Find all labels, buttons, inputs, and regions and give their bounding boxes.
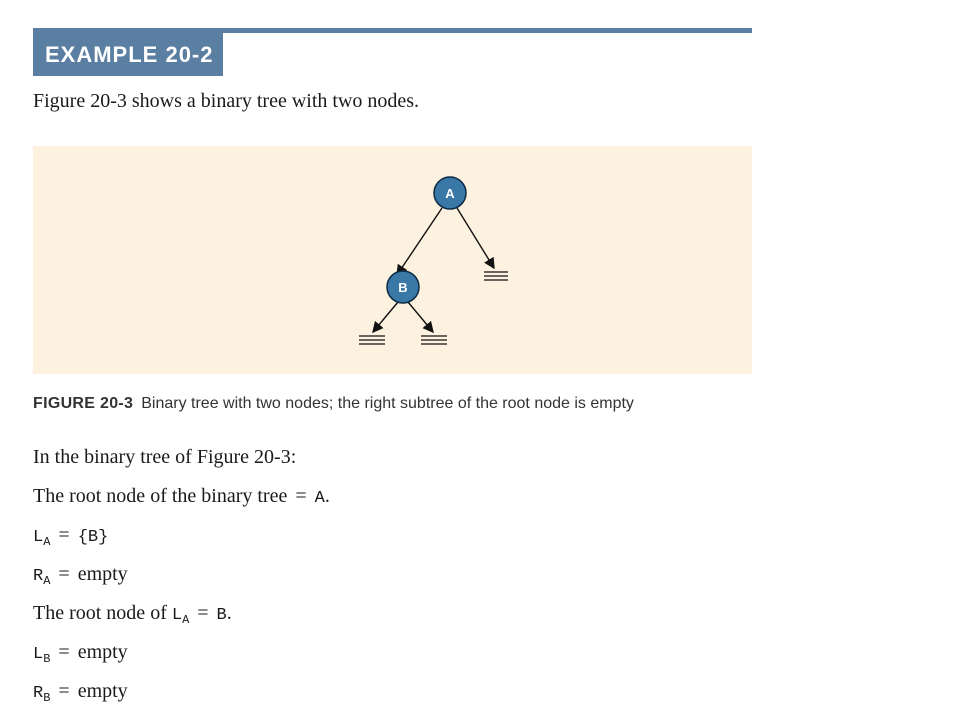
body-line-3	[33, 524, 108, 547]
binary-tree-diagram	[33, 146, 752, 374]
line2-prefix: The root node of the binary tree	[33, 485, 288, 507]
line2-equals: =	[295, 485, 307, 507]
line3-equals: =	[58, 524, 70, 546]
body-line-2	[33, 485, 330, 508]
line5-value: B	[216, 606, 227, 625]
figure-panel	[33, 146, 752, 374]
line4-sub: A	[43, 574, 51, 588]
line3-value: {B}	[77, 528, 109, 547]
line6-equals: =	[58, 641, 70, 663]
tree-node-a	[434, 177, 466, 209]
example-label: EXAMPLE 20-2	[33, 33, 223, 76]
line6-sub: B	[43, 652, 51, 666]
line5-equals: =	[197, 602, 209, 624]
line7-sub: B	[43, 691, 51, 705]
null-symbol-right-of-b	[421, 336, 447, 344]
edge-a-right	[457, 208, 494, 268]
line4-var: R	[33, 567, 44, 586]
node-a-label: A	[445, 186, 455, 201]
body-line-1: In the binary tree of Figure 20-3:	[33, 446, 297, 468]
line2-period: .	[324, 485, 330, 507]
null-symbol-right-of-a	[484, 272, 508, 280]
null-symbol-left-of-b	[359, 336, 385, 344]
line5-prefix: The root node of	[33, 602, 167, 624]
caption-label: FIGURE 20-3	[33, 395, 134, 412]
body-line-4	[33, 563, 128, 586]
line5-var: L	[171, 606, 183, 625]
body-line-6	[33, 641, 128, 664]
line3-sub: A	[43, 535, 51, 549]
body-line-7	[33, 680, 128, 703]
intro-text: Figure 20-3 shows a binary tree with two nodes.	[33, 90, 420, 112]
line5-period: .	[226, 602, 232, 624]
edge-b-right	[408, 302, 433, 332]
edge-b-left	[373, 302, 398, 332]
caption-text: Binary tree with two nodes; the right subtree of the root node is empty	[141, 395, 634, 412]
line7-var: R	[33, 684, 44, 703]
body-line-5	[33, 602, 232, 625]
line6-var: L	[33, 645, 44, 664]
line4-equals: =	[58, 563, 70, 585]
line7-equals: =	[58, 680, 70, 702]
edge-a-b	[397, 208, 442, 275]
line7-value: empty	[77, 680, 128, 702]
figure-caption	[33, 395, 634, 413]
line6-value: empty	[77, 641, 128, 663]
node-b-label: B	[398, 280, 408, 295]
line2-value: A	[314, 489, 325, 508]
line4-value: empty	[77, 563, 128, 585]
tree-node-b	[387, 271, 419, 303]
line5-sub: A	[182, 613, 190, 627]
line3-var: L	[33, 528, 44, 547]
